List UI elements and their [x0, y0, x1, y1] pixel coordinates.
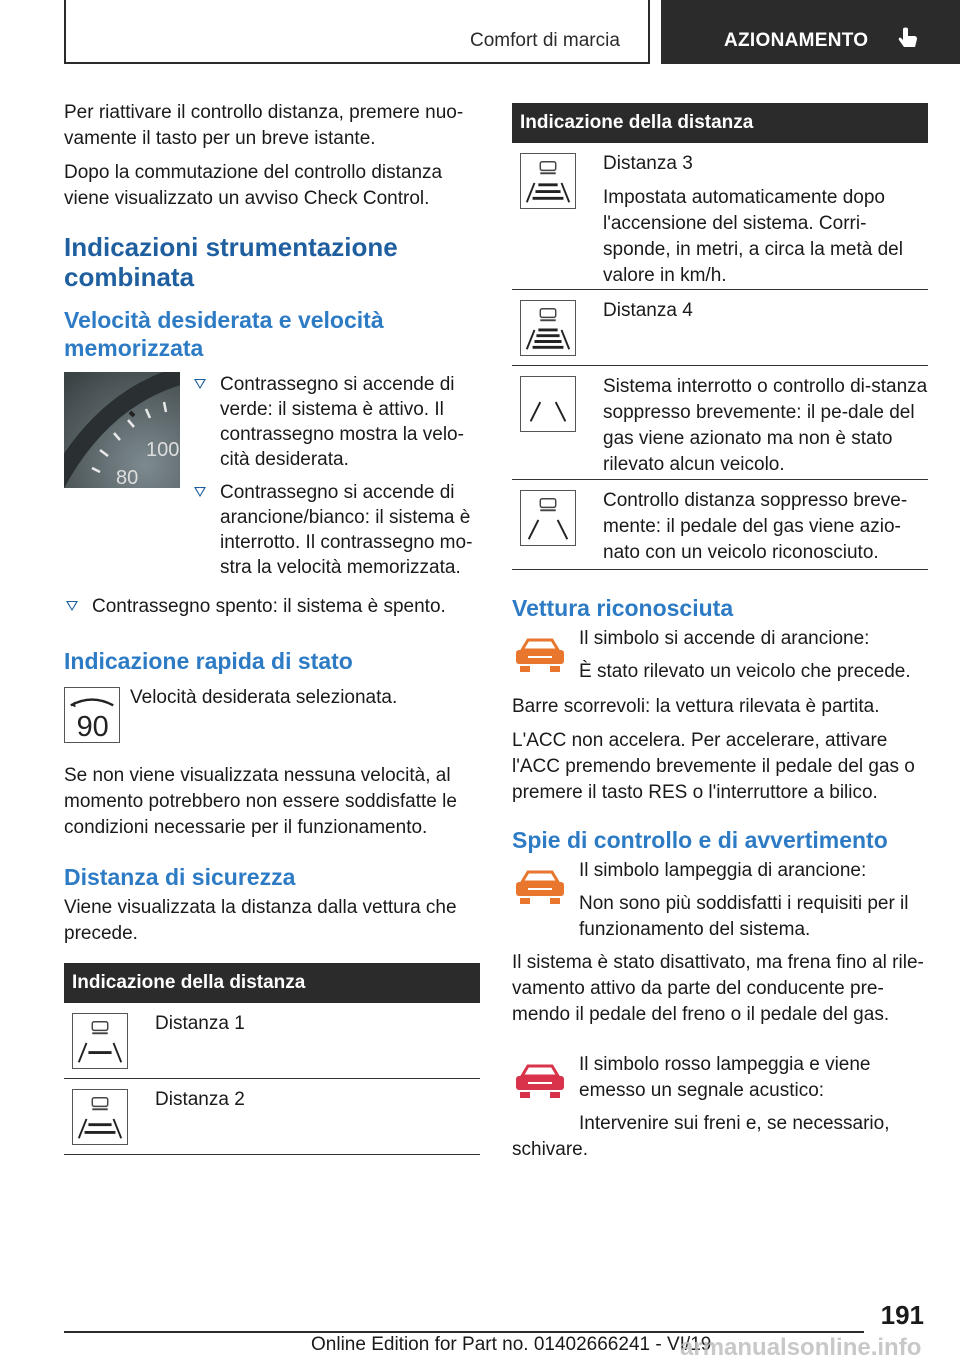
bullet-triangle-icon	[66, 601, 78, 611]
table-cell: Distanza 2	[155, 1089, 245, 1110]
table-cell: Sistema interrotto o controllo di-stanza soppresso brevemente: il pe-dale del gas viene azionato ma non è stato rilevato alcun veicolo.	[603, 376, 928, 475]
warn-line-1: Il simbolo lampeggia di arancione:	[579, 860, 867, 881]
gauge-bullet-list	[192, 372, 480, 588]
table-row	[512, 143, 928, 290]
heading-warning: Spie di controllo e di avvertimento	[512, 827, 888, 853]
bullet-green: Contrassegno si accende di verde: il sistema è attivo. Il contrassegno mostra la velo-cità desiderata.	[192, 372, 480, 472]
table-cell: Distanza 4	[603, 300, 693, 321]
distance-table-right	[512, 103, 928, 570]
distance-3-desc: Impostata automaticamente dopo l'accensione del sistema. Corri-sponde, in metri, a circa la metà del valore in km/h.	[603, 187, 903, 286]
distance-1-icon	[72, 1013, 128, 1069]
intro-paragraph-2: Dopo la commutazione del controllo distanza viene visualizzato un avviso Check Control.	[64, 162, 443, 209]
bars-paragraph: Barre scorrevoli: la vettura rilevata è partita.	[512, 696, 880, 717]
gauge-label-80: 80	[116, 467, 139, 488]
table-row	[64, 1003, 480, 1079]
speed-90-icon	[64, 687, 120, 743]
car-orange-icon	[512, 636, 568, 676]
table-row	[512, 480, 928, 570]
bullet-triangle-icon	[194, 487, 206, 497]
distance-4-icon	[520, 300, 576, 356]
table-header: Indicazione della distanza	[512, 103, 928, 143]
gauge-label-100: 100	[146, 439, 180, 461]
warning-red-item	[512, 1052, 928, 1137]
table-row	[512, 290, 928, 366]
distance-3-icon	[520, 153, 576, 209]
speedometer-image	[64, 372, 180, 488]
table-row	[512, 366, 928, 480]
bullet-off: Contrassegno spento: il sistema è spento.	[64, 594, 480, 619]
speed-gauge-block	[64, 372, 480, 594]
header-chapter-tab	[661, 0, 960, 64]
warn-paragraph: Il sistema è stato disattivato, ma frena fino al rile-vamento attivo da parte del conducente pre-mendo il pedale del freno o il pedale del gas.	[512, 952, 924, 1025]
heading-quick-status: Indicazione rapida di stato	[64, 648, 353, 674]
vehicle-detected-item	[512, 626, 928, 686]
red-line-1: Il simbolo rosso lampeggia e viene emesso un segnale acustico:	[579, 1054, 871, 1101]
table-row	[64, 1079, 480, 1155]
distance-2-icon	[72, 1089, 128, 1145]
heading-distance: Distanza di sicurezza	[64, 864, 296, 890]
table-cell: Distanza 1	[155, 1013, 245, 1034]
distance-paragraph: Viene visualizzata la distanza dalla vettura che precede.	[64, 897, 457, 944]
distance-interrupted-icon	[520, 376, 576, 432]
heading-speed: Velocità desiderata e velocità memorizzata	[64, 307, 384, 361]
distance-3-title: Distanza 3	[603, 153, 693, 174]
intro-paragraph-1: Per riattivare il controllo distanza, premere nuo-vamente il tasto per un breve istante.	[64, 102, 464, 149]
hand-pointer-icon	[895, 26, 921, 52]
red-line-3: schivare.	[512, 1139, 589, 1160]
car-red-icon	[512, 1062, 568, 1102]
distance-suppressed-icon	[520, 490, 576, 546]
right-column	[512, 103, 928, 1171]
heading-vehicle: Vettura riconosciuta	[512, 595, 734, 621]
quick-status-text: Velocità desiderata selezionata.	[130, 687, 398, 708]
warning-orange-item	[512, 858, 928, 943]
left-column	[64, 100, 480, 1155]
watermark: armanualsonline.info	[680, 1334, 922, 1361]
table-cell: Controllo distanza soppresso breve-mente: il pedale del gas viene azio-nato con un veicolo riconosciuto.	[603, 490, 908, 563]
svg-text:90: 90	[76, 711, 109, 743]
no-speed-paragraph: Se non viene visualizzata nessuna velocità, al momento potrebbero non essere soddisfatte le condizioni necessarie per il funzionamento.	[64, 765, 457, 838]
acc-paragraph: L'ACC non accelera. Per accelerare, attivare l'ACC premendo brevemente il pedale del gas o premere il tasto RES o l'interruttore a bilico.	[512, 730, 915, 803]
red-line-2: Intervenire sui freni e, se necessario,	[579, 1113, 890, 1134]
vehicle-line-1: Il simbolo si accende di arancione:	[579, 628, 870, 649]
car-orange-blink-icon	[512, 868, 568, 908]
bullet-orange: Contrassegno si accende di arancione/bianco: il sistema è interrotto. Il contrassegno mo-stra la velocità memorizzata.	[192, 480, 480, 580]
vehicle-line-2: È stato rilevato un veicolo che precede.	[579, 661, 911, 682]
table-header: Indicazione della distanza	[64, 963, 480, 1003]
heading-instruments: Indicazioni strumentazione combinata	[64, 232, 398, 292]
footer-divider	[64, 1331, 864, 1333]
distance-table-left	[64, 963, 480, 1155]
quick-status-item	[64, 685, 480, 751]
header-section-title: Comfort di marcia	[470, 30, 620, 51]
header-chapter-label: AZIONAMENTO	[724, 30, 869, 51]
page-number: 191	[880, 1300, 924, 1330]
bullet-triangle-icon	[194, 379, 206, 389]
footer-edition: Online Edition for Part no. 01402666241 - VI/19	[311, 1334, 712, 1355]
warn-line-2: Non sono più soddisfatti i requisiti per il funzionamento del sistema.	[579, 893, 909, 940]
table-cell	[603, 143, 928, 301]
